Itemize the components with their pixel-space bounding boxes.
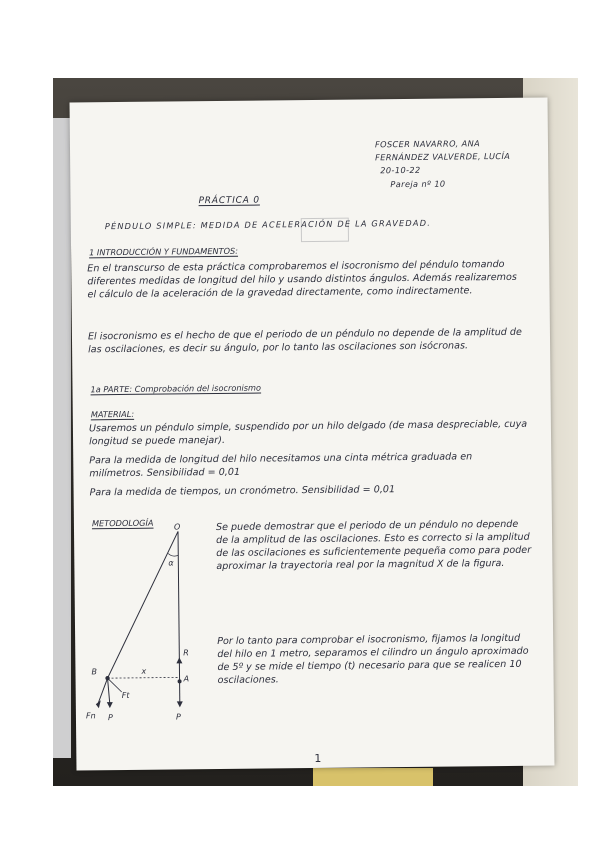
author-name-2: FERNÁNDEZ VALVERDE, LUCÍA: [375, 150, 511, 163]
date: 20-10-22: [380, 164, 421, 176]
p-left-arrowhead: [107, 702, 113, 708]
label-x: x: [141, 666, 147, 676]
method-heading: METODOLOGÍA: [91, 517, 154, 529]
method-paragraph-1: Se puede demostrar que el periodo de un péndulo no depende de la amplitud de las oscilaciones. Esto es correcto si la amplitud de las oscilaciones es suficientemente pequeña como para poder aproximar la trayectoria real por la magnitud X de la figura.: [215, 518, 532, 573]
label-a: A: [183, 674, 190, 684]
section-1-heading: 1 INTRODUCCIÓN Y FUNDAMENTOS:: [89, 245, 239, 258]
handwritten-page: [70, 98, 555, 771]
method-paragraph-2: Por lo tanto para comprobar el isocronismo, fijamos la longitud del hilo en 1 metro, separamos el cilindro un ángulo aproximado de 5º y se mide el tiempo (t) necesario para que se realicen 10 oscilaciones.: [217, 632, 529, 687]
label-b: B: [91, 667, 98, 677]
r-arrowhead: [176, 657, 182, 663]
material-pendulum: Usaremos un péndulo simple, suspendido por un hilo delgado (de masa despreciable, cuya longitud se puede manejar).: [88, 418, 528, 448]
material-stopwatch: Para la medida de tiempos, un cronómetro. Sensibilidad = 0,01: [89, 484, 396, 499]
page-number: 1: [314, 751, 322, 765]
ft-line: [108, 678, 122, 692]
section-2-heading: 1a PARTE: Comprobación del isocronismo: [90, 382, 262, 395]
material-tape: Para la medida de longitud del hilo necesitamos una cinta métrica graduada en milímetros. Sensibilidad = 0,01: [89, 451, 473, 480]
fn-arrow: [98, 678, 108, 704]
pair-number: Pareja nº 10: [390, 178, 446, 190]
label-p-left: P: [107, 713, 113, 723]
label-o: O: [173, 522, 181, 532]
material-heading: MATERIAL:: [90, 408, 135, 420]
p-right-arrowhead: [177, 701, 183, 707]
label-fn: Fn: [85, 711, 96, 721]
pendulum-diagram: [85, 521, 224, 723]
yellow-object: [313, 768, 433, 786]
x-dashed-line: [108, 677, 180, 678]
angle-arc: [168, 553, 178, 556]
page-subtitle: PÉNDULO SIMPLE: MEDIDA DE ACELERACIÓN DE LA GRAVEDAD.: [104, 217, 432, 232]
paper-edge-left: [53, 118, 71, 758]
label-ft: Ft: [121, 690, 130, 701]
p-left-arrow: [108, 678, 110, 704]
label-r: R: [183, 648, 189, 658]
document-photo: [53, 78, 578, 786]
label-alpha: α: [168, 558, 174, 568]
page-title: PRÁCTICA 0: [198, 195, 260, 207]
bob-a: [178, 679, 182, 683]
author-name-1: FOSCER NAVARRO, ANA: [374, 138, 481, 150]
fn-arrowhead: [96, 700, 101, 708]
intro-paragraph: En el transcurso de esta práctica comprobaremos el isocronismo del péndulo tomando diferentes medidas de longitud del hilo y usando distintos ángulos. Además realizaremos el cálculo de la aceleración de la gravedad directamente, como indirectamente.: [87, 258, 517, 301]
label-p-right: P: [175, 712, 181, 722]
vertical-line: [178, 531, 180, 703]
isocronismo-paragraph: El isocronismo es el hecho de que el periodo de un péndulo no depende de la amplitud de las oscilaciones, es decir su ángulo, por lo tanto las oscilaciones son isócronas.: [87, 326, 522, 356]
